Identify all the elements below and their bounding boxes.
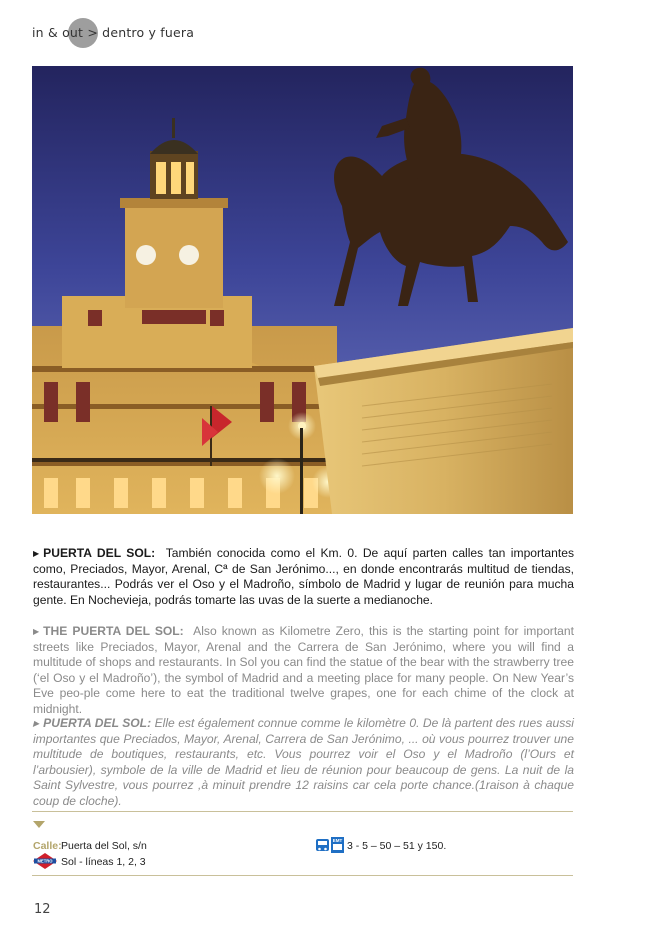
street-value: Puerta del Sol, s/n (61, 840, 147, 852)
bus-badge-text: EMT (332, 838, 343, 844)
bus-lines: 3 - 5 – 50 – 51 y 150. (347, 840, 447, 852)
paragraph-english (33, 624, 574, 718)
triangle-right-icon: ▶ (33, 549, 40, 558)
bus-icon (316, 837, 346, 859)
metro-lines: Sol - líneas 1, 2, 3 (61, 856, 146, 868)
metro-logo-icon (33, 853, 57, 874)
paragraph-body: Elle est également connue comme le kilomètre 0. De là partent des rues aussi importantes que Preciados, Mayor, Arenal, Carrera de San Jerónimo, ... où vous pourrez trouver une multitude de boutiques, restaurants, etc. Vous pourrez voir el Oso y el Madroño (l’Ours et l’arbousier), symbole de la ville de Madrid et lieu de réunion pour beaucoup de gens. La nuit de la Saint Sylvestre, vous pourrez ,à minuit prendre 12 raisins car cela porte chance.(1raison à chaque coup de cloche). (33, 716, 574, 808)
triangle-right-icon: ▶ (33, 627, 40, 636)
street-label: Calle: (33, 840, 62, 852)
metro-logo-text: METRO (37, 858, 53, 864)
paragraph-french (33, 716, 574, 810)
triangle-down-icon (33, 821, 45, 828)
triangle-right-icon: ▶ (33, 719, 40, 728)
info-top-rule (32, 811, 573, 812)
paragraph-spanish (33, 546, 574, 608)
page-number: 12 (34, 902, 51, 917)
info-bottom-rule (32, 875, 573, 876)
paragraph-lead: PUERTA DEL SOL: (43, 546, 156, 560)
header-title: in & out > dentro y fuera (32, 25, 195, 40)
hero-photo (32, 66, 573, 514)
paragraph-lead: THE PUERTA DEL SOL: (43, 624, 184, 638)
paragraph-body: También conocida como el Km. 0. De aquí parten calles tan importantes como, Preciados, Mayor, Arenal, Cª de San Jerónimo..., en donde encontrarás multitud de tiendas, restaurantes... Podrás ver el Oso y el Madroño, símbolo de Madrid y lugar de reunión para mucha gente. En Nochevieja, podrás tomarte las uvas de la suerte a medianoche. (33, 546, 574, 607)
paragraph-body: Also known as Kilometre Zero, this is the starting point for important streets like Preciados, Mayor, Arenal and the Carrera de San Jerónimo, where you will find a multitude of shops and restaurants. In Sol you can find the statue of the bear with the strawberry tree (‘el Oso y el Madroño’), the symbol of Madrid and a meeting place for many people. On New Year’s Eve peo-ple come here to eat the traditional twelve grapes, one for each chime of the clock at midnight. (33, 624, 574, 716)
paragraph-lead: PUERTA DEL SOL: (43, 716, 152, 730)
